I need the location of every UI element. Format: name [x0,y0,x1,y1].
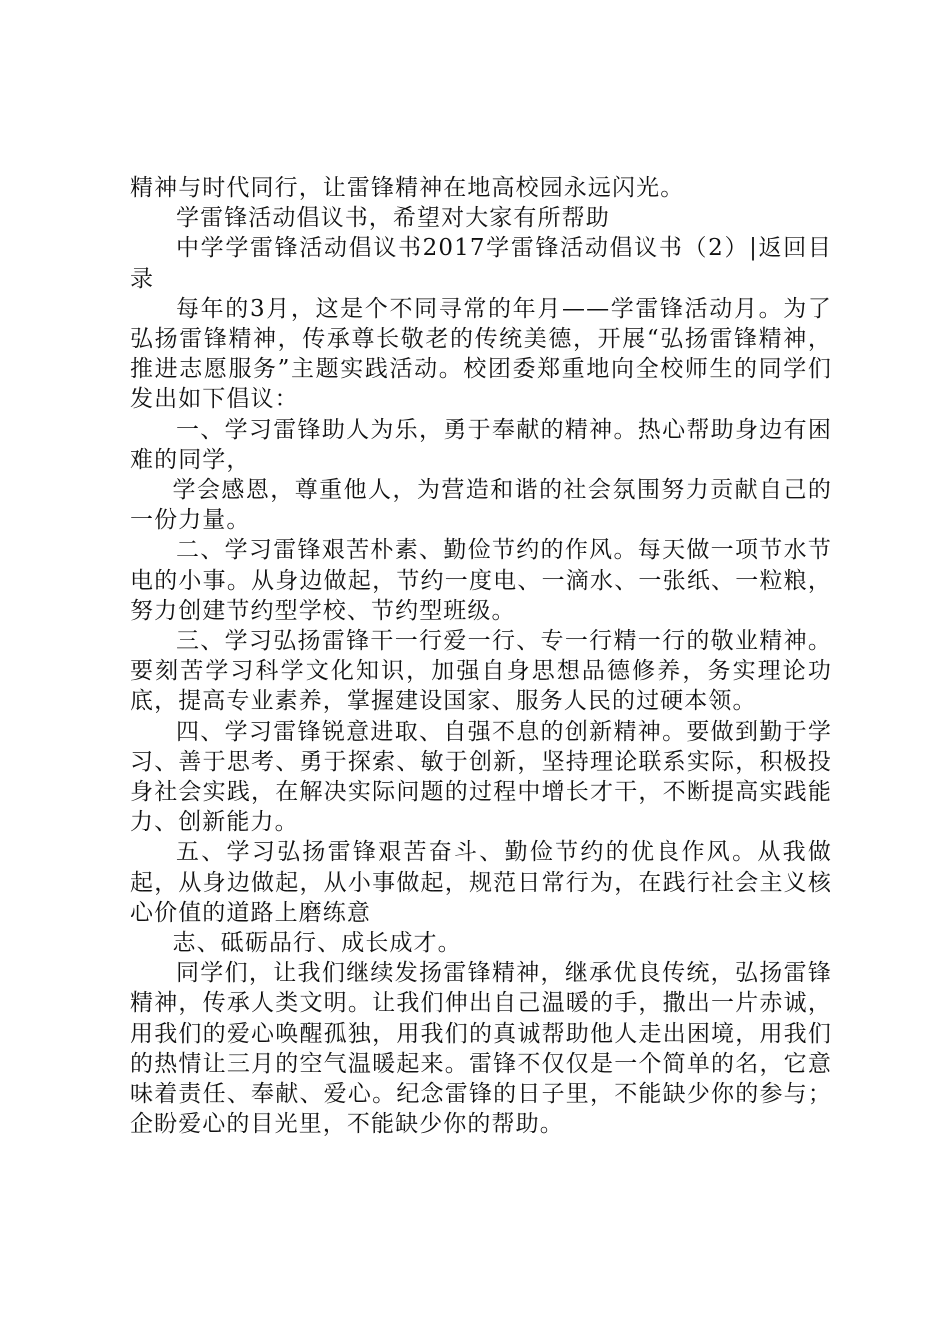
paragraph-7: 二、学习雷锋艰苦朴素、勤俭节约的作风。每天做一项节水节电的小事。从身边做起，节约一度电、一滴水、一张纸、一粒粮，努力创建节约型学校、节约型班级。 [130,537,832,624]
paragraph-2: 学雷锋活动倡议书，希望对大家有所帮助 [176,205,610,232]
paragraph-4: 每年的3月，这是个不同寻常的年月——学雷锋活动月。为了弘扬雷锋精神，传承尊长敬老的传统美德，开展“弘扬雷锋精神，推进志愿服务”主题实践活动。校团委郑重地向全校师生的同学们发出如下倡议： [130,295,832,413]
paragraph-11: 志、砥砺品行、成长成才。 [172,930,462,957]
paragraph-1: 精神与时代同行，让雷锋精神在地高校园永远闪光。 [130,175,685,201]
paragraph-5: 一、学习雷锋助人为乐，勇于奉献的精神。热心帮助身边有困难的同学， [130,416,832,473]
paragraph-6: 学会感恩，尊重他人，为营造和谐的社会氛围努力贡献自己的一份力量。 [130,477,832,534]
paragraph-8: 三、学习弘扬雷锋干一行爱一行、专一行精一行的敬业精神。要刻苦学习科学文化知识，加强自身思想品德修养，务实理论功底，提高专业素养，掌握建设国家、服务人民的过硬本领。 [130,628,832,715]
paragraph-9: 四、学习雷锋锐意进取、自强不息的创新精神。要做到勤于学习、善于思考、勇于探索、敏于创新，坚持理论联系实际，积极投身社会实践，在解决实际问题的过程中增长才干，不断提高实践能力、创新能力。 [130,718,832,836]
paragraph-12: 同学们，让我们继续发扬雷锋精神，继承优良传统，弘扬雷锋精神，传承人类文明。让我们伸出自己温暖的手，撒出一片赤诚，用我们的爱心唤醒孤独，用我们的真诚帮助他人走出困境，用我们的热情让三月的空气温暖起来。雷锋不仅仅是一个简单的名，它意味着责任、奉献、爱心。纪念雷锋的日子里，不能缺少你的参与；企盼爱心的目光里，不能缺少你的帮助。 [130,960,832,1138]
paragraph-3-toc-link[interactable]: 中学学雷锋活动倡议书2017学雷锋活动倡议书（2）|返回目录 [130,235,832,292]
document-body [130,173,832,1140]
paragraph-10: 五、学习弘扬雷锋艰苦奋斗、勤俭节约的优良作风。从我做起，从身边做起，从小事做起，规范日常行为，在践行社会主义核心价值的道路上磨练意 [130,839,832,926]
